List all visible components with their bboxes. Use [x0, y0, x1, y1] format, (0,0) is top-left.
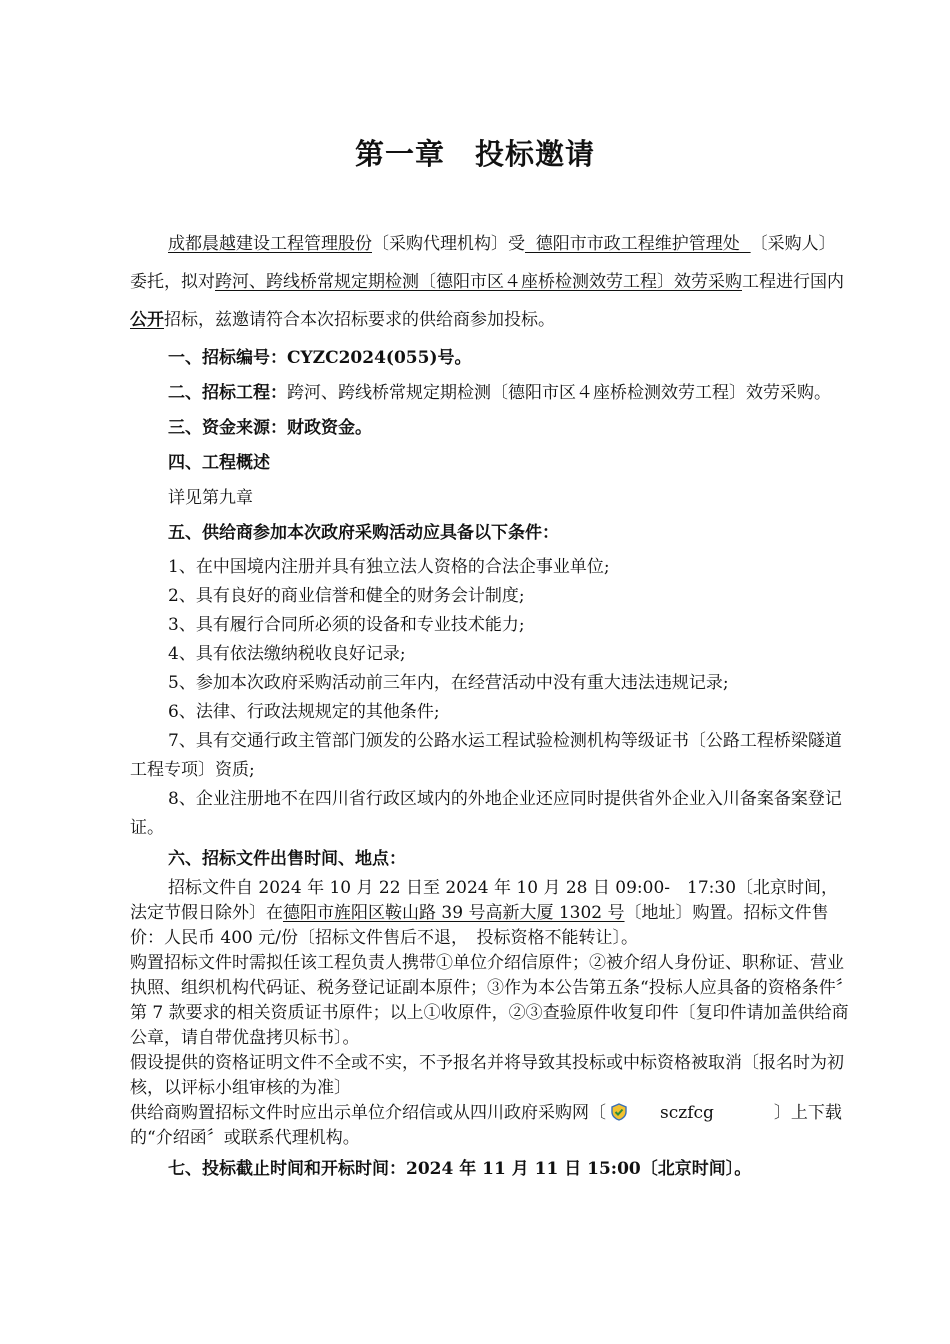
introduction-letter-paragraph: 供给商购置招标文件时应出示单位介绍信或从四川政府采购网〔 sczfcg 〕上下载的“介绍函〞或联系代理机构。 — [130, 1103, 842, 1148]
qualification-note-paragraph: 假设提供的资格证明文件不全或不实，不予报名并将导致其投标或中标资格被取消〔报名时为初核，以评标小组审核的为准〕 — [130, 1053, 844, 1098]
sale-time-paragraph: 招标文件自 2024 年 10 月 22 日至 2024 年 10 月 28 日 09:00- 17:30〔北京时间，法定节假日除外〕在德阳市旌阳区鞍山路 39 号高新大厦 1302 号〔地址〕购置。招标文件售价：人民币 400 元/份〔招标文件售后不退， 投标资格不能转让〕。 — [130, 878, 839, 948]
section-5-heading: 五、供给商参加本次政府采购活动应具备以下条件： — [168, 523, 559, 543]
condition-item: 1、在中国境内注册并具有独立法人资格的合法企事业单位; — [168, 557, 610, 577]
section-1-bid-number: 一、招标编号：CYZC2024(055)号。 — [168, 348, 472, 368]
agency-name: 成都晨越建设工程管理股份 — [168, 234, 372, 254]
section-6-heading: 六、招标文件出售时间、地点： — [168, 849, 406, 869]
condition-item: 8、企业注册地不在四川省行政区域内的外地企业还应同时提供省外企业入川备案备案登记证。 — [130, 789, 842, 838]
document-body — [130, 225, 850, 1185]
section-2-project: 二、招标工程：跨河、跨线桥常规定期检测〔德阳市区４座桥检测效劳工程〕效劳采购。 — [168, 383, 831, 403]
chapter-name: 投标邀请 — [475, 137, 596, 171]
chapter-title — [0, 132, 950, 173]
shield-icon — [610, 1103, 628, 1121]
purchase-requirements-paragraph: 购置招标文件时需拟任该工程负责人携带①单位介绍信原件；②被介绍人身份证、职称证、营业执照、组织机构代码证、税务登记证副本原件；③作为本公告第五条“投标人应具备的资格条件〞第 7 款要求的相关资质证书原件；以上①收原件，②③查验原件收复印件〔复印件请加盖供给商公章，请自带优盘拷贝标书〕。 — [130, 953, 849, 1048]
chapter-number: 第一章 — [354, 137, 445, 171]
section-6-content — [130, 876, 850, 1151]
condition-item: 6、法律、行政法规规定的其他条件; — [168, 702, 440, 722]
conditions-list — [130, 553, 850, 843]
condition-item: 4、具有依法缴纳税收良好记录; — [168, 644, 406, 664]
section-3-funding: 三、资金来源：财政资金。 — [168, 418, 372, 438]
condition-item: 2、具有良好的商业信誉和健全的财务会计制度; — [168, 586, 525, 606]
condition-item: 7、具有交通行政主管部门颁发的公路水运工程试验检测机构等级证书〔公路工程桥梁隧道工程专项〕资质; — [130, 731, 842, 780]
condition-item: 3、具有履行合同所必须的设备和专业技术能力; — [168, 615, 525, 635]
sale-address: 德阳市旌阳区鞍山路 39 号高新大厦 1302 号 — [283, 903, 625, 923]
section-4-heading: 四、工程概述 — [168, 453, 270, 473]
project-name: 跨河、跨线桥常规定期检测〔德阳市区４座桥检测效劳工程〕效劳采购 — [215, 272, 742, 292]
condition-item: 5、参加本次政府采购活动前三年内，在经营活动中没有重大违法违规记录; — [168, 673, 729, 693]
section-7-deadline: 七、投标截止时间和开标时间：2024 年 11 月 11 日 15:00〔北京时间〕。 — [168, 1159, 752, 1179]
section-4-text: 详见第九章 — [168, 488, 253, 508]
government-procurement-link[interactable]: sczfcg — [660, 1103, 714, 1123]
intro-paragraph: 成都晨越建设工程管理股份〔采购代理机构〕受 德阳市市政工程维护管理处 〔采购人〕委托，拟对跨河、跨线桥常规定期检测〔德阳市区４座桥检测效劳工程〕效劳采购工程进行国内公开招标，兹邀请符合本次招标要求的供给商参加投标。 — [130, 234, 844, 330]
purchaser-name: 德阳市市政工程维护管理处 — [525, 234, 751, 254]
procurement-mode: 公开 — [130, 310, 164, 330]
